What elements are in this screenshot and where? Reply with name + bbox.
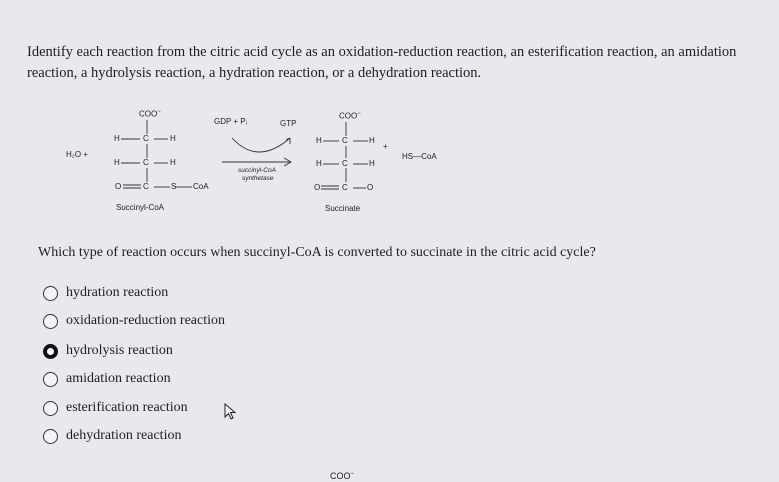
option-hydrolysis[interactable]: [43, 341, 173, 361]
right-h-1a: H: [316, 136, 322, 145]
left-c-3: C: [143, 182, 149, 191]
left-c-1: C: [143, 134, 149, 143]
prompt-line-2: reaction, a hydrolysis reaction, a hydration reaction, or a dehydration reaction.: [27, 65, 482, 81]
option-hydration[interactable]: [43, 283, 168, 303]
water-reactant: H₂O +: [66, 150, 88, 159]
enzyme-label-line-2: synthetase: [242, 175, 274, 182]
left-s: S: [171, 182, 177, 191]
right-c-3: C: [342, 183, 348, 192]
option-dehydration[interactable]: [43, 426, 181, 446]
left-c-2: C: [143, 158, 149, 167]
option-label: oxidation-reduction reaction: [66, 313, 225, 328]
option-amidation[interactable]: [43, 369, 171, 389]
radio-hydration[interactable]: [43, 286, 58, 301]
right-c-1: C: [342, 136, 348, 145]
right-carboxylate: COO−: [339, 111, 361, 121]
right-c-2: C: [342, 159, 348, 168]
option-label: hydration reaction: [66, 285, 169, 300]
plus-sign: +: [383, 142, 388, 151]
left-o: O: [115, 182, 122, 191]
option-label: esterification reaction: [66, 400, 188, 415]
option-label: dehydration reaction: [66, 428, 182, 443]
radio-oxidation-reduction[interactable]: [43, 314, 58, 329]
right-h-1b: H: [369, 136, 375, 145]
radio-dehydration[interactable]: [43, 429, 58, 444]
right-o: O: [314, 183, 321, 192]
left-coa: CoA: [193, 182, 209, 191]
option-esterification[interactable]: [43, 398, 188, 418]
prompt-line-1: Identify each reaction from the citric acid cycle as an oxidation-reduction reaction, an esterification reaction, an amidation: [27, 44, 737, 60]
radio-esterification[interactable]: [43, 401, 58, 416]
succinyl-coa-label: Succinyl-CoA: [116, 203, 165, 212]
gtp-label: GTP: [280, 119, 297, 128]
left-h-2b: H: [170, 158, 176, 167]
right-h-2a: H: [316, 159, 322, 168]
right-o-minus: O: [367, 183, 374, 192]
option-oxidation-reduction[interactable]: [43, 311, 225, 331]
hs-coa-product: HS—CoA: [402, 152, 437, 161]
mouse-pointer-icon: [224, 403, 238, 421]
left-h-1a: H: [114, 134, 120, 143]
footer-carboxylate: COO−: [330, 471, 355, 481]
left-h-1b: H: [170, 134, 176, 143]
left-carboxylate: COO−: [139, 109, 161, 119]
left-h-2a: H: [114, 158, 120, 167]
radio-hydrolysis-selected[interactable]: [43, 344, 58, 359]
option-label: amidation reaction: [66, 371, 171, 386]
succinate-label: Succinate: [325, 204, 361, 213]
radio-amidation[interactable]: [43, 372, 58, 387]
option-label: hydrolysis reaction: [66, 343, 173, 358]
gdp-pi-label: GDP + Pᵢ: [214, 117, 247, 126]
enzyme-label-line-1: succinyl-CoA: [238, 167, 276, 174]
question-text: Which type of reaction occurs when succinyl-CoA is converted to succinate in the citric acid cycle?: [38, 245, 596, 260]
right-h-2b: H: [369, 159, 375, 168]
